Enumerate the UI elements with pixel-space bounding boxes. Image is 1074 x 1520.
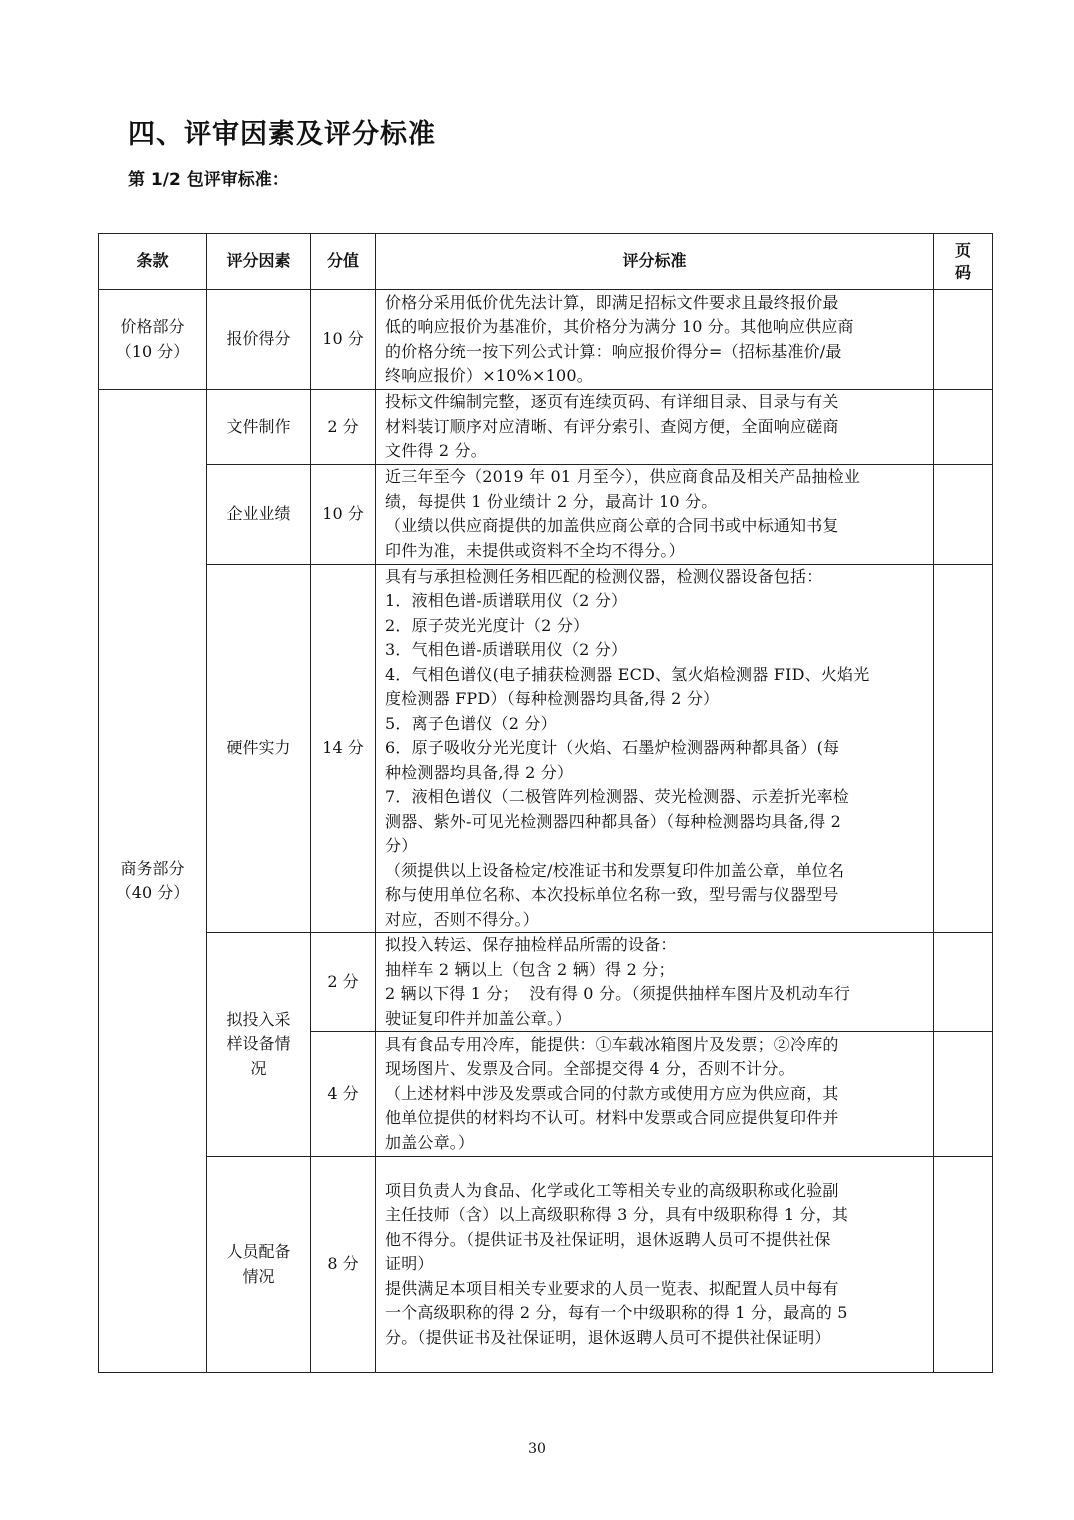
standard-line: 5．离子色谱仪（2 分） bbox=[385, 713, 557, 733]
table-row-document bbox=[99, 390, 993, 465]
header-score: 分值 bbox=[311, 234, 376, 290]
table-row-price bbox=[99, 290, 993, 390]
score-hardware: 14 分 bbox=[311, 564, 376, 933]
standard-line: 低的响应报价为基准价，其价格分为满分 10 分。其他响应供应商 bbox=[385, 317, 854, 336]
clause-price: 价格部分 （10 分） bbox=[99, 290, 207, 390]
standard-line: 终响应报价）×10%×100。 bbox=[385, 366, 593, 385]
standard-line: 投标文件编制完整，逐页有连续页码、有详细目录、目录与有关 bbox=[385, 392, 839, 411]
section-heading: 四、评审因素及评分标准 bbox=[128, 119, 436, 150]
standard-line: 2 辆以下得 1 分； 没有得 0 分。（须提供抽样车图片及机动车行 bbox=[385, 984, 851, 1003]
standard-line: 1．液相色谱-质谱联用仪（2 分） bbox=[385, 591, 628, 610]
standard-line: 6．原子吸收分光光度计（火焰、石墨炉检测器两种都具备）(每 bbox=[385, 738, 840, 757]
header-clause: 条款 bbox=[99, 234, 207, 290]
standard-line: 具有食品专用冷库，能提供：①车载冰箱图片及发票；②冷库的 bbox=[385, 1034, 839, 1054]
standard-staffing bbox=[376, 1157, 934, 1373]
standard-line: 种检测器均具备,得 2 分） bbox=[385, 762, 574, 782]
standard-hardware bbox=[376, 564, 934, 933]
header-factor: 评分因素 bbox=[207, 234, 311, 290]
factor-performance: 企业业绩 bbox=[207, 464, 311, 564]
table-row-sampling-vehicle bbox=[99, 933, 993, 1032]
standard-line: 度检测器 FPD）（每种检测器均具备,得 2 分） bbox=[385, 689, 720, 708]
standard-line: 具有与承担检测任务相匹配的检测仪器，检测仪器设备包括： bbox=[385, 566, 823, 586]
standard-line: 提供满足本项目相关专业要求的人员一览表、拟配置人员中每有 bbox=[385, 1278, 839, 1298]
page-cell bbox=[934, 1157, 993, 1373]
score-sampling-vehicle: 2 分 bbox=[311, 933, 376, 1032]
standard-line: 驶证复印件并加盖公章。） bbox=[385, 1008, 572, 1028]
standard-cold-storage bbox=[376, 1032, 934, 1157]
standard-line: 近三年至今（2019 年 01 月至今），供应商食品及相关产品抽检业 bbox=[385, 467, 861, 486]
package-subheading: 第 1/2 包评审标准： bbox=[128, 170, 289, 190]
table-row-hardware bbox=[99, 564, 993, 933]
score-cold-storage: 4 分 bbox=[311, 1032, 376, 1157]
score-document: 2 分 bbox=[311, 390, 376, 465]
score-staffing: 8 分 bbox=[311, 1157, 376, 1373]
standard-line: 加盖公章。） bbox=[385, 1132, 475, 1152]
standard-line: 项目负责人为食品、化学或化工等相关专业的高级职称或化验副 bbox=[385, 1180, 839, 1200]
page-number: 30 bbox=[528, 1441, 546, 1457]
standard-line: （须提供以上设备检定/校准证书和发票复印件加盖公章，单位名 bbox=[385, 860, 845, 880]
standard-line: （业绩以供应商提供的加盖供应商公章的合同书或中标通知书复 bbox=[385, 516, 839, 535]
standard-line: 主任技师（含）以上高级职称得 3 分，具有中级职称得 1 分，其 bbox=[385, 1205, 849, 1225]
standard-price bbox=[376, 290, 934, 390]
standard-line: 材料装订顺序对应清晰、有评分索引、查阅方便，全面响应磋商 bbox=[385, 416, 839, 436]
standard-line: 印件为准，未提供或资料不全均不得分。） bbox=[385, 540, 685, 560]
header-standard: 评分标准 bbox=[376, 234, 934, 290]
standard-line: 绩，每提供 1 份业绩计 2 分，最高计 10 分。 bbox=[385, 491, 718, 511]
standard-line: 7．液相色谱仪（二极管阵列检测器、荧光检测器、示差折光率检 bbox=[385, 787, 849, 806]
standard-document bbox=[376, 390, 934, 465]
standard-line: 拟投入转运、保存抽检样品所需的设备： bbox=[385, 935, 677, 954]
standard-line: 证明） bbox=[385, 1254, 434, 1274]
standard-line: 3．气相色谱-质谱联用仪（2 分） bbox=[385, 640, 628, 659]
standard-line: 他不得分。（提供证书及社保证明，退休返聘人员可不提供社保 bbox=[385, 1229, 831, 1249]
factor-staffing: 人员配备 情况 bbox=[207, 1157, 311, 1373]
standard-line: 价格分采用低价优先法计算，即满足招标文件要求且最终报价最 bbox=[385, 292, 839, 312]
evaluation-criteria-table bbox=[98, 233, 993, 1373]
standard-line: 现场图片、发票及合同。全部提交得 4 分，否则不计分。 bbox=[385, 1059, 795, 1079]
table-row-performance bbox=[99, 464, 993, 564]
page-cell bbox=[934, 290, 993, 390]
standard-line: 一个高级职称的得 2 分，每有一个中级职称的得 1 分，最高的 5 bbox=[385, 1303, 848, 1323]
standard-line: 文件得 2 分。 bbox=[385, 441, 487, 460]
standard-line: 他单位提供的材料均不认可。材料中发票或合同应提供复印件并 bbox=[385, 1108, 839, 1128]
page-cell bbox=[934, 1032, 993, 1157]
standard-line: 的价格分统一按下列公式计算：响应报价得分=（招标基准价/最 bbox=[385, 341, 842, 361]
clause-business: 商务部分 （40 分） bbox=[99, 390, 207, 1373]
standard-line: 测器、紫外-可见光检测器四种都具备）（每种检测器均具备,得 2 bbox=[385, 811, 841, 831]
standard-line: 4．气相色谱仪(电子捕获检测器 ECD、氢火焰检测器 FID、火焰光 bbox=[385, 664, 870, 684]
standard-sampling-vehicle bbox=[376, 933, 934, 1032]
page-cell bbox=[934, 564, 993, 933]
table-header-row bbox=[99, 234, 993, 290]
standard-line: 对应，否则不得分。） bbox=[385, 909, 540, 929]
header-page: 页 码 bbox=[934, 234, 993, 290]
standard-line: 2．原子荧光光度计（2 分） bbox=[385, 615, 590, 635]
standard-line: 称与使用单位名称、本次投标单位名称一致，型号需与仪器型号 bbox=[385, 885, 839, 904]
table-row-staffing bbox=[99, 1157, 993, 1373]
score-performance: 10 分 bbox=[311, 464, 376, 564]
score-price: 10 分 bbox=[311, 290, 376, 390]
standard-line: 分） bbox=[385, 836, 418, 855]
standard-performance bbox=[376, 464, 934, 564]
standard-line: （上述材料中涉及发票或合同的付款方或使用方应为供应商，其 bbox=[385, 1083, 839, 1103]
standard-line: 抽样车 2 辆以上（包含 2 辆）得 2 分； bbox=[385, 959, 675, 979]
page-cell bbox=[934, 390, 993, 465]
page-cell bbox=[934, 464, 993, 564]
factor-hardware: 硬件实力 bbox=[207, 564, 311, 933]
factor-document: 文件制作 bbox=[207, 390, 311, 465]
page-cell bbox=[934, 933, 993, 1032]
factor-sampling-equipment: 拟投入采 样设备情 况 bbox=[207, 933, 311, 1157]
standard-line: 分。（提供证书及社保证明，退休返聘人员可不提供社保证明） bbox=[385, 1327, 831, 1347]
factor-price: 报价得分 bbox=[207, 290, 311, 390]
